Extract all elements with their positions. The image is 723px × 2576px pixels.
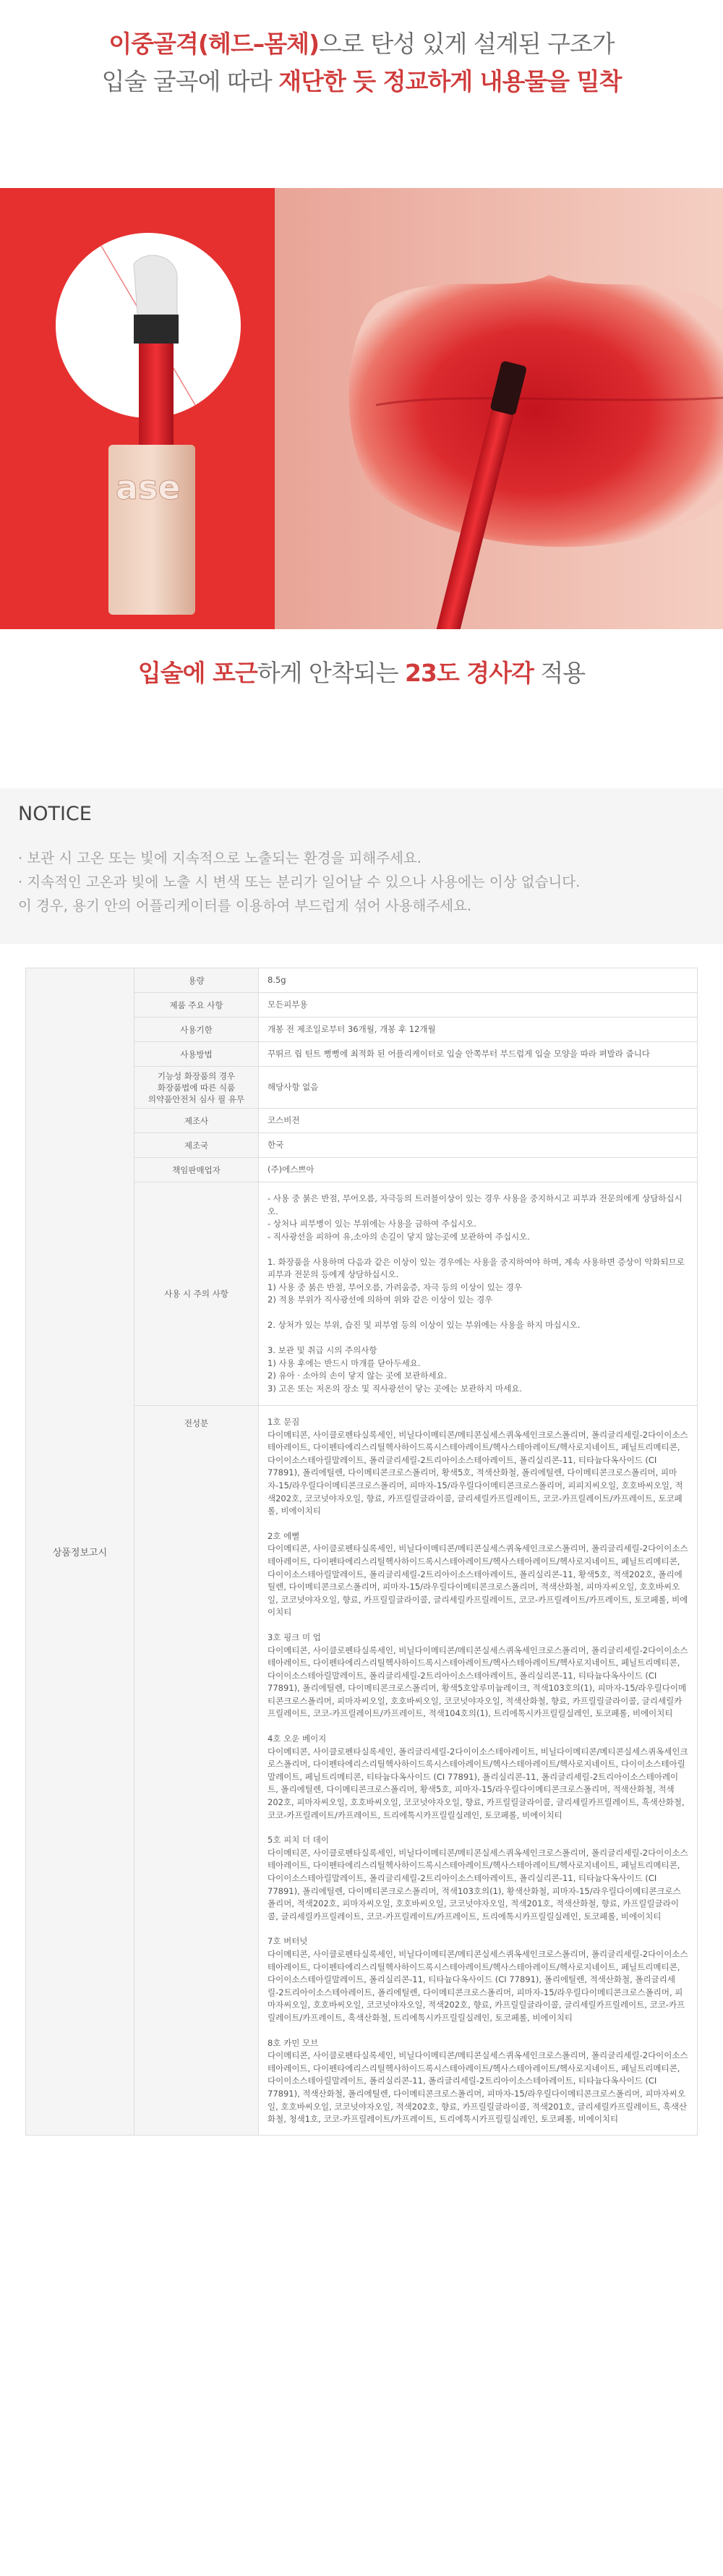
tube-body [139,344,174,445]
shade-ingredients: 다이메티콘, 사이클로펜타실록세인, 비닐다이메티콘/메티콘실세스퀴옥세인크로스폴리머, 폴리글리세릴-2다이이소스테아레이트, 다이펜타에리스리틸헥사하이드록시스테아레이트/헥사스테아레이트/헥사로지네이트, 페닐트리메티콘, 다이이소스테아릴말레이트, 폴리글리세릴-2트리아이소스테아레이트, 폴리실리콘-11, 티타늄다옥사이드 (CI 77891), 폴리에틸렌, 다이메티콘크로스폴리머, 황색5호알루미늄레이크, 적색103호의(1), 피마자-15/라우릴다이메티콘크로스폴리머, 피마자씨오일, 호호바씨오일, 코코넛야자오일, 적색산화철, 향료, 카프릴릴글라이콜, 글리세릴카프릴레이트, 코코-카프릴레이트/카프레이트, 적색104호의(1), 트리에톡시카프릴릴실레인, 토코페롤, 비에이치티 [268,1645,688,1719]
headline-line-1 [0,25,723,63]
headline-text-1: 으로 탄성 있게 설계된 구조가 [319,30,615,58]
row-value: 꾸뛰르 립 틴트 뻥뻥에 최적화 된 어플리케이터로 입술 안쪽부터 부드럽게 입술 모양을 따라 펴발라 줍니다 [259,1042,698,1067]
label-line: 의약품안전처 심사 필 유무 [147,1093,245,1104]
lips [349,275,723,547]
row-label: 책임판매업자 [134,1158,259,1182]
shade-name: 7호 버터넛 [268,1936,308,1947]
row-label: 제조국 [134,1133,259,1158]
shade-ingredients: 다이메티콘, 사이클로펜타실록세인, 비닐다이메티콘/메티콘실세스퀴옥세인크로스폴리머, 폴리글리세릴-2다이이소스테아레이트, 다이펜타에리스리틸헥사하이드록시스테아레이트/헥사스테아레이트/헥사로지네이트, 페닐트리메티콘, 다이이소스테아릴말레이트, 폴리글리세릴-2트리아이소스테아레이트, 폴리실리콘-11, 황색5호, 적색202호, 폴리에틸렌, 다이메티콘크로스폴리머, 피마자-15/라우릴다이메티콘크로스폴리머, 적색산화철, 피마자씨오일, 호호바씨오일, 코코넛야자오일, 향료, 카프릴릴글라이콜, 글리세릴카프릴레이트, 코코-카프릴레이트/카프레이트, 토코페롤, 비에이치티 [268,1543,688,1618]
notice-line: 이 경우, 용기 안의 어플리케이터를 이용하여 부드럽게 섞어 사용해주세요. [18,897,472,914]
row-label: 사용기한 [134,1018,259,1042]
row-value: (주)에스쁘아 [259,1158,698,1182]
notice-title: NOTICE [18,803,92,825]
ingredients-list [259,1406,698,2136]
shade-name: 4호 오운 베이지 [268,1733,327,1744]
shade-block [268,1733,688,1822]
row-label: 제품 주요 사항 [134,993,259,1018]
caption-emphasis-2: 23도 경사각 [404,659,534,687]
logo: ase [116,468,181,507]
shade-block [268,1530,688,1619]
shade-name: 2호 에뻘 [268,1530,300,1541]
lip-applicator-illustration [0,188,723,629]
headline-text-2: 입술 굴곡에 따라 [101,67,279,95]
angle-caption [0,654,723,688]
row-value: 한국 [259,1133,698,1158]
shade-name: 8호 카민 모브 [268,2037,319,2048]
row-label [134,1067,259,1109]
headline-emphasis-1: 이중골격(헤드–몸체) [108,30,320,58]
shade-ingredients: 다이메티콘, 사이클로펜타실록세인, 비닐다이메티콘/메티콘실세스퀴옥세인크로스폴리머, 폴리글리세릴-2다이이소스테아레이트, 다이펜타에리스리틸헥사하이드록시스테아레이트/헥사스테아레이트/헥사로지네이트, 페닐트리메티콘, 다이이소스테아릴말레이트, 폴리글리세릴-2트리아이소스테아레이트, 폴리실리콘-11, 티타늄다옥사이드 (CI 77891), 폴리에틸렌, 다이메티콘크로스폴리머, 황색5호, 적색산화철, 폴리에틸렌, 다이메티콘크로스폴리머, 피마자-15/라우릴다이메티콘크로스폴리머, 피마자-15/라우릴다이메티콘크로스폴리머, 피피지씨오일, 호호바씨오일, 적색202호, 코코넛야자오일, 향료, 카프릴릴글라이콜, 글리세릴카프릴레이트, 코코-카프릴레이트/카프레이트, 토코페롤, 비에이치티 [268,1429,688,1517]
shade-block [268,1632,688,1720]
shade-name: 1호 문짐 [268,1417,300,1427]
row-value: 모든피부용 [259,993,698,1018]
shade-block [268,2037,688,2126]
table-row [26,968,698,993]
shade-name: 5호 피치 더 데이 [268,1835,329,1846]
caption-emphasis-1: 입술에 포근 [137,659,257,687]
shade-ingredients: 다이메티콘, 사이클로펜타실록세인, 폴리글리세릴-2다이이소스테아레이트, 비닐다이메티콘/메티콘실세스퀴옥세인크로스폴리머, 다이펜타에리스리틸헥사하이드록시스테아레이트/헥사스테아레이트/헥사로지네이트, 다이이소스테아릴말레이트, 페닐트리메티콘, 티타늄다옥사이드 (CI 77891), 폴리실리콘-11, 폴리글리세릴-2트리아이소스테아레이트, 폴리에틸렌, 다이메티콘크로스폴리머, 황색5호, 피마자-15/라우릴다이메티콘크로스폴리머, 적색산화철, 적색202호, 피마자씨오일, 호호바씨오일, 코코넛야자오일, 향료, 카프릴릴글라이콜, 글리세릴카프릴레이트, 흑색산화철, 코코-카프릴레이트/카프레이트, 트리에톡시카프릴릴실레인, 토코페롤, 비에이치티 [268,1746,688,1820]
shade-ingredients: 다이메티콘, 사이클로펜타실록세인, 비닐다이메티콘/메티콘실세스퀴옥세인크로스폴리머, 폴리글리세릴-2다이이소스테아레이트, 다이펜타에리스리틸헥사하이드록시스테아레이트/헥사스테아레이트/헥사로지네이트, 페닐트리메티콘, 다이이소스테아릴말레이트, 폴리실리콘-11, 폴리글리세릴-2트리아이소스테아레이트, 티타늄다옥사이드 (CI 77891), 적색산화철, 폴리에틸렌, 다이메티콘크로스폴리머, 피마자-15/라우릴다이메티콘크로스폴리머, 피마자씨오일, 호호바씨오일, 코코넛야자오일, 적색202호, 향료, 카프릴릴글라이콜, 적색201호, 글리세릴카프릴레이트, 흑색산화철, 청색1호, 코코-카프릴레이트/카프레이트, 트리에톡시카프릴릴실레인, 토코페롤, 비에이치티 [268,2050,688,2125]
structure-headline [0,25,723,101]
product-info-table [25,968,698,2136]
caption-text-2: 적용 [533,659,586,687]
headline-line-2 [0,63,723,101]
caution-label: 사용 시 주의 사항 [134,1182,259,1406]
shade-block [268,1416,688,1518]
row-value: 8.5g [259,968,698,993]
headline-emphasis-2: 재단한 듯 정교하게 내용물을 밀착 [278,67,622,95]
applicator-neck [134,315,179,344]
shade-ingredients: 다이메티콘, 사이클로펜타실록세인, 비닐다이메티콘/메티콘실세스퀴옥세인크로스폴리머, 폴리글리세릴-2다이이소스테아레이트, 다이펜타에리스리틸헥사하이드록시스테아레이트/헥사스테아레이트/헥사로지네이트, 페닐트리메티콘, 다이이소스테아릴말레이트, 폴리글리세릴-2트리아이소스테아레이트, 폴리실리콘-11, 티타늄다옥사이드 (CI 77891), 폴리에틸렌, 다이메티콘크로스폴리머, 적색103호의(1), 황색산화철, 피마자-15/라우릴다이메티콘크로스폴리머, 적색202호, 피마자씨오일, 호호바씨오일, 코코넛야자오일, 적색201호, 적색산화철, 향료, 카프릴릴글라이콜, 글리세릴카프릴레이트, 코코-카프릴레이트/카프레이트, 트리에톡시카프릴릴실레인, 토코페롤, 비에이치티 [268,1847,688,1922]
applicator-tip [134,255,177,315]
row-label: 제조사 [134,1109,259,1133]
row-label: 사용방법 [134,1042,259,1067]
notice-line: · 지속적인 고온과 빛에 노출 시 변색 또는 분리가 일어날 수 있으나 사용에는 이상 없습니다. [18,874,581,890]
label-line: 기능성 화장품의 경우 [157,1070,236,1081]
notice-line: · 보관 시 고온 또는 빛에 지속적으로 노출되는 환경을 피해주세요. [18,850,422,866]
shade-block [268,1935,688,2024]
shade-block [268,1834,688,1923]
shade-ingredients: 다이메티콘, 사이클로펜타실록세인, 비닐다이메티콘/메티콘실세스퀴옥세인크로스폴리머, 폴리글리세릴-2다이이소스테아레이트, 다이펜타에리스리틸헥사하이드록시스테아레이트/헥사스테아레이트/헥사로지네이트, 페닐트리메티콘, 다이이소스테아릴말레이트, 폴리실리콘-11, 티타늄다옥사이드 (CI 77891), 폴리에틸렌, 적색산화철, 폴리글리세릴-2트리아이소스테아레이트, 폴리에틸렌, 다이메티콘크로스폴리머, 피마자-15/라우릴다이메티콘크로스폴리머, 피마자씨오일, 호호바씨오일, 코코넛야자오일, 적색202호, 향료, 카프릴릴글라이콜, 글리세릴카프릴레이트, 코코-카프릴레이트/카프레이트, 흑색산화철, 트리에톡시카프릴릴실레인, 토코페롤, 비에이치티 [268,1948,688,2023]
ingredients-label: 전성분 [134,1406,259,2136]
row-value: 코스비전 [259,1109,698,1133]
caution-text: - 사용 중 붉은 반점, 부어오름, 자극등의 트러블이상이 있는 경우 사용을 중지하시고 피부과 전문의에게 상담하십시오. - 상처나 피부병이 있는 부위에는 사용을 금하여 주십시오. - 직사광선을 피하여 유,소아의 손길이 닿지 않는곳에 보관하여 주십시오. 1. 화장품을 사용하며 다음과 같은 이상이 있는 경우에는 사용을 중지하여야 하며, 계속 사용하면 증상이 악화되므로 피부과 전문의 등에게 상담하십시오. 1) 사용 중 붉은 반점, 부어오름, 가려움증, 자극 등의 이상이 있는 경우 2) 적용 부위가 직사광선에 의하여 위와 같은 이상이 있는 경우 2. 상처가 있는 부위, 습진 및 피부염 등의 이상이 있는 부위에는 사용을 하지 마십시오. 3. 보관 및 취급 시의 주의사항 1) 사용 후에는 반드시 마개를 닫아두세요. 2) 유아 · 소아의 손이 닿지 않는 곳에 보관하세요. 3) 고온 또는 저온의 장소 및 직사광선이 닿는 곳에는 보관하지 마세요. [259,1182,698,1406]
caption-text-1: 하게 안착되는 [257,659,405,687]
product-photo [0,188,723,629]
label-line: 화장품법에 따른 식품 [157,1082,236,1093]
notice-box [0,788,723,944]
row-value: 해당사항 없음 [259,1067,698,1109]
row-label: 용량 [134,968,259,993]
table-category: 상품정보고시 [26,968,134,2136]
shade-name: 3호 핑크 미 업 [268,1632,321,1642]
row-value: 개봉 전 제조일로부터 36개월, 개봉 후 12개월 [259,1018,698,1042]
